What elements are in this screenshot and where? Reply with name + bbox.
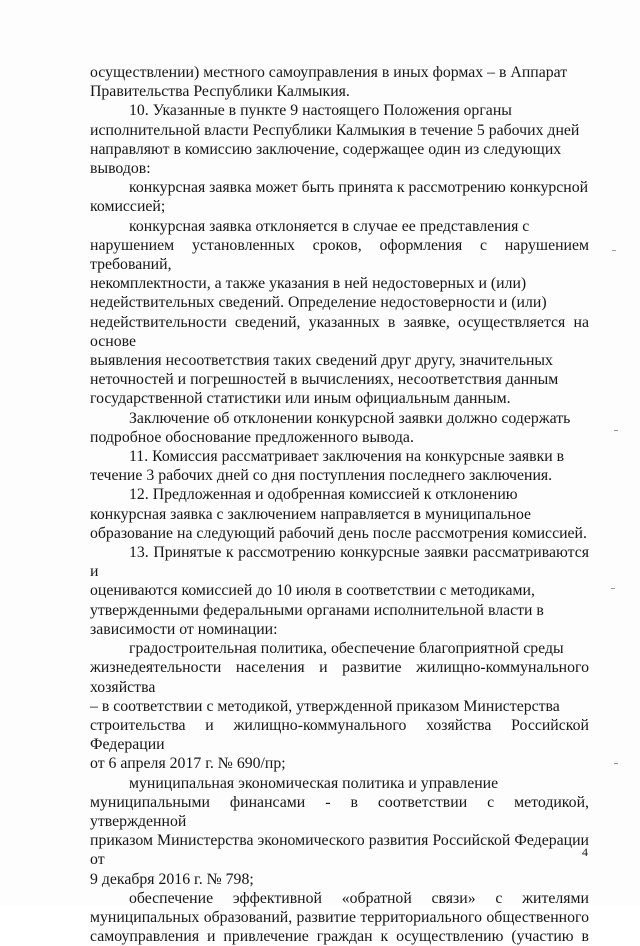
paragraph-conclusion-reject [90, 217, 589, 409]
text-line: 11. Комиссия рассматривает заключения на конкурсные заявки в [129, 448, 565, 466]
text-line: нарушением установленных сроков, оформления с нарушением требований, [90, 236, 589, 274]
scan-margin-mark [611, 588, 615, 589]
text-line: недействительности сведений, указанных в заявке, осуществляется на основе [90, 313, 589, 350]
text-line: 10. Указанные в пункте 9 настоящего Положения органы [129, 102, 512, 120]
text-line: конкурсная заявка с заключением направляется в муниципальное [90, 505, 532, 523]
text-line: обеспечение эффективной «обратной связи» с жителями [129, 889, 589, 907]
body-text [90, 63, 589, 946]
text-line: конкурсная заявка может быть принята к рассмотрению конкурсной [129, 179, 589, 197]
text-line: государственной статистики или иным официальным данным. [90, 390, 511, 408]
text-line: 9 декабря 2016 г. № 798; [90, 870, 254, 888]
paragraph-nomination-economic [90, 774, 589, 889]
text-line: утвержденными федеральными органами исполнительной власти в [90, 601, 544, 619]
text-line: строительства и жилищно-коммунального хозяйства Российской Федерации [90, 716, 589, 754]
scan-margin-mark [612, 250, 616, 251]
text-line: направляют в комиссию заключение, содержащее один из следующих [90, 140, 562, 158]
paragraph-continuation [90, 63, 589, 101]
text-line: выводов: [90, 160, 151, 178]
paragraph-rejection-justification [90, 409, 589, 447]
text-line: 12. Предложенная и одобренная комиссией к отклонению [129, 486, 518, 504]
page-number: 4 [582, 845, 588, 859]
text-line: оцениваются комиссией до 10 июля в соответствии с методиками, [90, 582, 535, 600]
text-line: комиссией; [90, 198, 166, 216]
paragraph-conclusion-accept [90, 178, 589, 216]
text-line: жизнедеятельности населения и развитие жилищно-коммунального хозяйства [90, 659, 589, 696]
text-line: градостроительная политика, обеспечение благоприятной среды [129, 640, 564, 658]
text-line: приказом Министерства экономического развития Российской Федерации от [90, 832, 589, 869]
text-line: 13. Принятые к рассмотрению конкурсные заявки рассматриваются и [90, 544, 589, 581]
text-line: самоуправления и привлечение граждан к осуществлению (участию в [90, 928, 589, 946]
text-line: недействительных сведений. Определение недостоверности и (или) [90, 294, 547, 312]
text-line: зависимости от номинации: [90, 620, 278, 638]
text-line: неточностей и погрешностей в вычислениях, несоответствия данным [90, 371, 559, 389]
text-line: течение 3 рабочих дней со дня поступления последнего заключения. [90, 467, 553, 485]
text-line: Правительства Республики Калмыкия. [90, 83, 350, 101]
text-line: муниципальных образований, развитие территориального общественного [90, 908, 589, 926]
text-line: Заключение об отклонении конкурсной заявки должно содержать [129, 409, 571, 427]
paragraph-item-13 [90, 543, 589, 639]
paragraph-item-12 [90, 485, 589, 543]
text-line: некомплектности, а также указания в ней недостоверных и (или) [90, 275, 527, 293]
text-line: – в соответствии с методикой, утвержденной приказом Министерства [90, 697, 560, 715]
text-line: от 6 апреля 2017 г. № 690/пр; [90, 755, 286, 773]
text-line: осуществлении) местного самоуправления в иных формах – в Аппарат [90, 64, 568, 81]
scan-margin-mark [614, 430, 618, 431]
text-line: конкурсная заявка отклоняется в случае ее представления с [129, 217, 530, 235]
paragraph-item-10 [90, 101, 589, 178]
text-line: выявления несоответствия таких сведений друг другу, значительных [90, 352, 553, 370]
scan-margin-mark [614, 763, 618, 764]
text-line: подробное обоснование предложенного вывода. [90, 428, 414, 446]
text-line: муниципальными финансами - в соответствии с методикой, утвержденной [90, 793, 589, 830]
text-line: образование на следующий рабочий день после рассмотрения комиссией. [90, 524, 587, 542]
text-line: исполнительной власти Республики Калмыкия в течение 5 рабочих дней [90, 121, 580, 139]
paragraph-item-11 [90, 447, 589, 485]
paragraph-nomination-feedback [90, 889, 589, 946]
paragraph-nomination-urban [90, 639, 589, 773]
text-line: муниципальная экономическая политика и управление [129, 774, 499, 792]
